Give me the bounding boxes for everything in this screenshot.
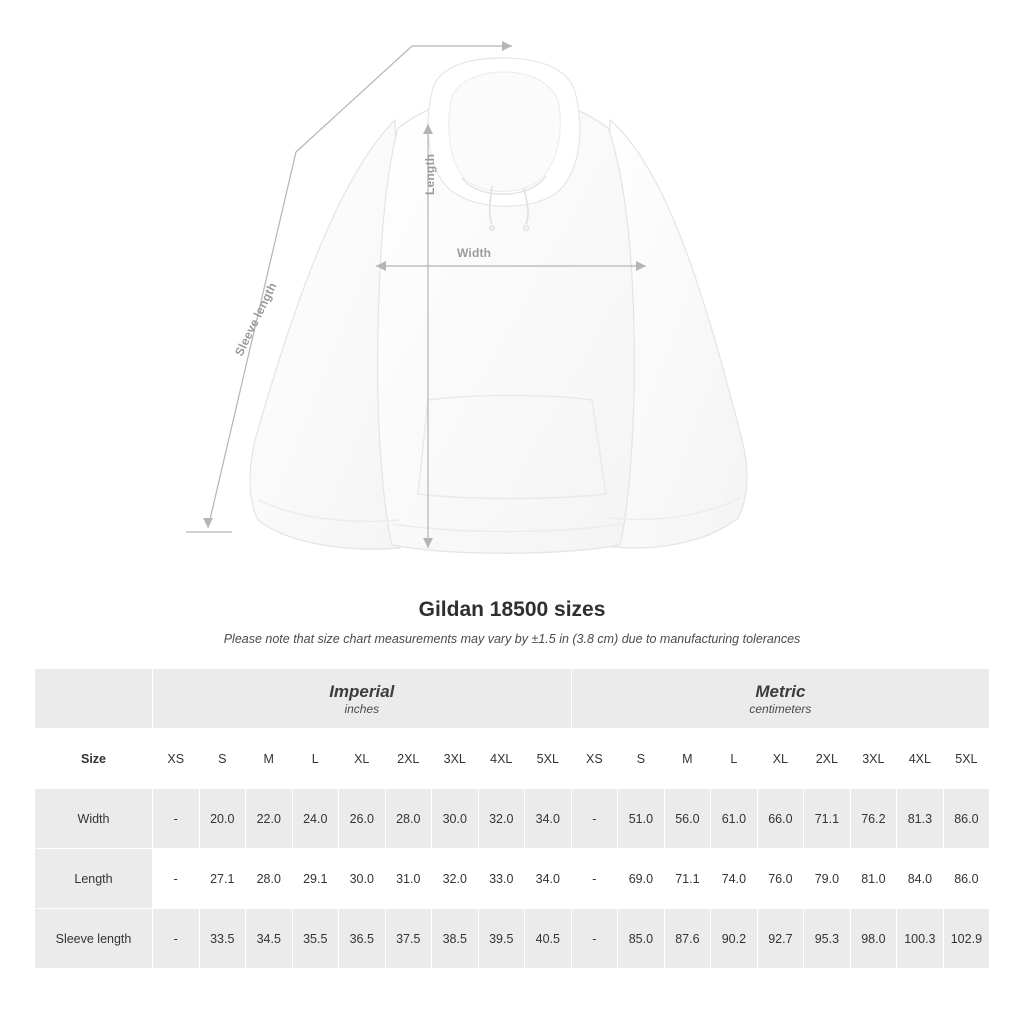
table-row xyxy=(35,789,990,849)
cell-width-imperial-4xl: 32.0 xyxy=(478,789,525,849)
cell-length-metric-2xl: 79.0 xyxy=(804,849,851,909)
cell-width-metric-l: 61.0 xyxy=(711,789,758,849)
size-header-metric-m: M xyxy=(664,729,711,789)
unit-header-metric xyxy=(571,669,990,729)
cell-width-metric-4xl: 81.3 xyxy=(897,789,944,849)
cell-sleeve-imperial-xl: 36.5 xyxy=(339,909,386,969)
cell-length-metric-s: 69.0 xyxy=(618,849,665,909)
cell-sleeve-imperial-xs: - xyxy=(153,909,200,969)
cell-length-metric-l: 74.0 xyxy=(711,849,758,909)
cell-sleeve-imperial-s: 33.5 xyxy=(199,909,246,969)
size-header-metric-3xl: 3XL xyxy=(850,729,897,789)
table-corner-cell xyxy=(35,669,153,729)
cell-width-metric-5xl: 86.0 xyxy=(943,789,990,849)
size-header-metric-xs: XS xyxy=(571,729,618,789)
cell-sleeve-imperial-4xl: 39.5 xyxy=(478,909,525,969)
cell-sleeve-imperial-m: 34.5 xyxy=(246,909,293,969)
cell-length-metric-xl: 76.0 xyxy=(757,849,804,909)
cell-length-imperial-3xl: 32.0 xyxy=(432,849,479,909)
size-header-metric-5xl: 5XL xyxy=(943,729,990,789)
sleeve-length-dimension-label: Sleeve length xyxy=(232,280,280,359)
cell-sleeve-metric-s: 85.0 xyxy=(618,909,665,969)
unit-name-metric: Metric xyxy=(755,681,806,701)
cell-sleeve-metric-2xl: 95.3 xyxy=(804,909,851,969)
cell-length-imperial-s: 27.1 xyxy=(199,849,246,909)
size-header-imperial-xl: XL xyxy=(339,729,386,789)
width-dimension-label: Width xyxy=(457,246,492,260)
cell-width-imperial-l: 24.0 xyxy=(292,789,339,849)
page-title: Gildan 18500 sizes xyxy=(418,598,606,621)
cell-width-metric-xs: - xyxy=(571,789,618,849)
cell-sleeve-metric-4xl: 100.3 xyxy=(897,909,944,969)
size-table-wrapper xyxy=(34,668,990,969)
cell-width-imperial-xl: 26.0 xyxy=(339,789,386,849)
cell-sleeve-metric-xs: - xyxy=(571,909,618,969)
size-header-imperial-3xl: 3XL xyxy=(432,729,479,789)
cell-width-metric-3xl: 76.2 xyxy=(850,789,897,849)
cell-sleeve-metric-5xl: 102.9 xyxy=(943,909,990,969)
cell-length-metric-5xl: 86.0 xyxy=(943,849,990,909)
cell-length-imperial-4xl: 33.0 xyxy=(478,849,525,909)
cell-sleeve-imperial-2xl: 37.5 xyxy=(385,909,432,969)
cell-width-metric-xl: 66.0 xyxy=(757,789,804,849)
size-header-metric-xl: XL xyxy=(757,729,804,789)
tolerance-note: Please note that size chart measurements may vary by ±1.5 in (3.8 cm) due to manufacturing tolerances xyxy=(223,632,801,646)
cell-length-imperial-xs: - xyxy=(153,849,200,909)
unit-sub-metric: centimeters xyxy=(749,702,812,717)
row-label-length: Length xyxy=(35,849,153,909)
size-header-metric-l: L xyxy=(711,729,758,789)
length-dimension-label: Length xyxy=(423,153,437,195)
cell-width-metric-m: 56.0 xyxy=(664,789,711,849)
cell-width-imperial-m: 22.0 xyxy=(246,789,293,849)
cell-length-metric-3xl: 81.0 xyxy=(850,849,897,909)
table-row xyxy=(35,849,990,909)
size-header-metric-4xl: 4XL xyxy=(897,729,944,789)
size-header-imperial-xs: XS xyxy=(153,729,200,789)
cell-length-imperial-5xl: 34.0 xyxy=(525,849,572,909)
size-header-row xyxy=(35,729,990,789)
row-label-sleeve-length: Sleeve length xyxy=(35,909,153,969)
size-header-metric-s: S xyxy=(618,729,665,789)
cell-width-imperial-3xl: 30.0 xyxy=(432,789,479,849)
cell-length-imperial-2xl: 31.0 xyxy=(385,849,432,909)
cell-length-imperial-xl: 30.0 xyxy=(339,849,386,909)
cell-width-metric-2xl: 71.1 xyxy=(804,789,851,849)
size-header-imperial-s: S xyxy=(199,729,246,789)
cell-length-metric-xs: - xyxy=(571,849,618,909)
cell-sleeve-metric-l: 90.2 xyxy=(711,909,758,969)
size-header-imperial-2xl: 2XL xyxy=(385,729,432,789)
unit-header-imperial xyxy=(153,669,572,729)
size-header-imperial-4xl: 4XL xyxy=(478,729,525,789)
cell-width-metric-s: 51.0 xyxy=(618,789,665,849)
cell-sleeve-metric-xl: 92.7 xyxy=(757,909,804,969)
cell-sleeve-metric-m: 87.6 xyxy=(664,909,711,969)
cell-length-imperial-l: 29.1 xyxy=(292,849,339,909)
cell-sleeve-imperial-l: 35.5 xyxy=(292,909,339,969)
cell-width-imperial-xs: - xyxy=(153,789,200,849)
cell-length-metric-4xl: 84.0 xyxy=(897,849,944,909)
row-label-width: Width xyxy=(35,789,153,849)
cell-sleeve-imperial-5xl: 40.5 xyxy=(525,909,572,969)
size-header-imperial-m: M xyxy=(246,729,293,789)
cell-length-imperial-m: 28.0 xyxy=(246,849,293,909)
size-header-imperial-5xl: 5XL xyxy=(525,729,572,789)
cell-length-metric-m: 71.1 xyxy=(664,849,711,909)
cell-width-imperial-s: 20.0 xyxy=(199,789,246,849)
size-header-metric-2xl: 2XL xyxy=(804,729,851,789)
unit-header-row xyxy=(35,669,990,729)
size-table xyxy=(34,668,990,969)
cell-sleeve-metric-3xl: 98.0 xyxy=(850,909,897,969)
title-block xyxy=(0,598,1024,646)
size-header-imperial-l: L xyxy=(292,729,339,789)
cell-sleeve-imperial-3xl: 38.5 xyxy=(432,909,479,969)
cell-width-imperial-2xl: 28.0 xyxy=(385,789,432,849)
unit-sub-imperial: inches xyxy=(344,702,380,717)
cell-width-imperial-5xl: 34.0 xyxy=(525,789,572,849)
unit-name-imperial: Imperial xyxy=(329,681,395,701)
size-header-label: Size xyxy=(35,729,153,789)
table-row xyxy=(35,909,990,969)
